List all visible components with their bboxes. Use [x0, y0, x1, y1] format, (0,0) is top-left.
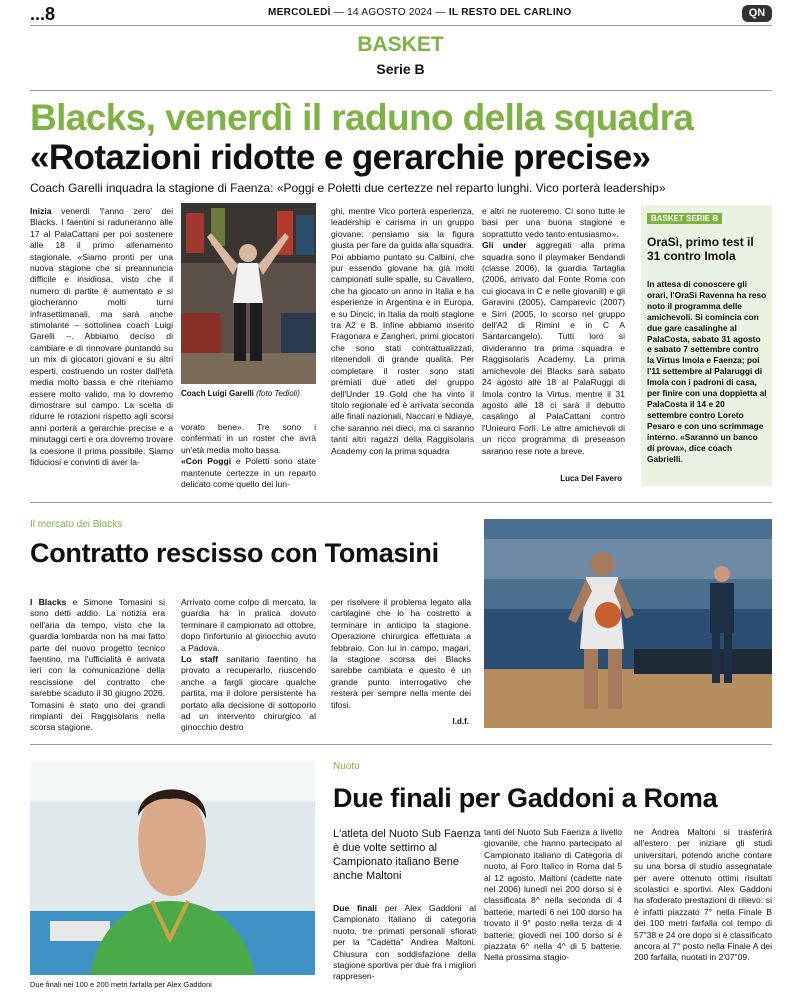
article1-col4a-text: e altri ne ruoteremo. Ci sono tutte le basi per una buona stagione e soprattutto vedo tanto entusiasmo». [482, 206, 625, 239]
article1-col3-text: ghi, mentre Vico porterà esperienza, leadership e carisma in un gruppo giovane: pensiamo sia la figura giusta per fare da guida alla squadra. Poi abbiamo puntato su Calbini, che pur essendo giovane ha già molti campionati sulle spalle, su Cavallero, che ha giocato un anno in Italia e ha esperienze in Argentina e in Europa, e su Dincic, in Italia da molti stagione tra A2 e B. Infine abbiamo inserito Fragonara e Zangheri, primi giocatori che sono stati contrattualizzati, ritenendoli di grande qualità. Per completare il roster sono stati premiati due atleti del gruppo dell'Under 19 Gold che ha vinto il titolo regionale ed è arrivata seconda alle finali nazionali, Naccari e Ndiaye, che saranno nei dieci, ma ci saranno tanti altri ragazzi della Raggisolaris Academy con la prima squadra [331, 206, 474, 456]
section-title: BASKET [357, 33, 444, 56]
coach-photo-caption [181, 389, 321, 398]
section-rule [30, 90, 772, 91]
article1-column-1 [30, 206, 173, 468]
weekday: MERCOLEDÌ [268, 7, 331, 18]
article1-column-3 [331, 206, 474, 457]
header-rule [30, 25, 772, 26]
dropcap-lead: Inizia [30, 206, 52, 216]
article1-column-4 [482, 206, 625, 457]
dateline [268, 7, 572, 18]
article2-col2a-text: Arrivato come colpo di mercato, la guardia ha in pratica dovuto terminare il campionato ad ottobre, dopo l'infortunio al ginocchio avuto a Padova. [181, 597, 316, 653]
gaddoni-photo-caption: Due finali nei 100 e 200 metri farfalla per Alex Gaddoni [30, 980, 212, 989]
caption-text: Coach Luigi Garelli [181, 389, 254, 398]
sidebar-tag: BASKET SERIE B [647, 213, 722, 224]
page-header [30, 4, 772, 26]
page-number: ...8 [30, 4, 56, 24]
article1-title-line1: Blacks, venerdì il raduno della squadra [30, 97, 694, 138]
newspaper-name: IL RESTO DEL CARLINO [448, 7, 572, 18]
section-subtitle: Serie B [376, 61, 425, 77]
date: — 14 AGOSTO 2024 — [333, 7, 446, 18]
article2-column-3 [331, 597, 471, 711]
paragraph-lead: Lo staff [181, 654, 219, 665]
article2-col2b-text: sanitario faentino ha provato a recuperarlo, riuscendo anche a fargli giocare qualche partita, ma il dolore persistente ha portato alla decisione di sottoporlo ad un intervento chirurgico al ginocchio destro [181, 654, 316, 733]
paragraph-lead: «Con Poggi [181, 456, 232, 467]
article3-col2-text: tanti del Nuoto Sub Faenza a livello giovanile, che hanno partecipato al Campionato italiano di Categoria di nuoto, al Foro Italico in Roma dal 5 al 12 agosto. Maltoni (cadette nate nel 2006) lunedì nei 200 dorso si è classificata 8^ nella seconda di 4 batterie; martedì 6 nei 100 dorso ha trovato il 9° posto nella terza di 4 batterie; giovedì nei 100 dorso si è piazzata 6^ nella 4^ di 5 batterie. Nella prossima stagio- [484, 827, 622, 963]
article3-title: Due finali per Gaddoni a Roma [333, 783, 718, 813]
sidebar-lead: In attesa [647, 279, 681, 289]
article3-column-2 [484, 827, 622, 964]
qn-logo: QN [742, 5, 772, 22]
article2-column-1 [30, 597, 165, 734]
article1-col2b-text: e Poletti sono state mantenute certezze in un reparto delicato come quello dei lun- [181, 456, 316, 490]
article2-kicker: Il mercato dei Blacks [30, 519, 123, 530]
sidebar-text [647, 279, 767, 464]
gaddoni-photo [30, 761, 315, 975]
coach-photo [181, 203, 316, 384]
article3-col1-text: per Alex Gaddoni al Campionato Italiano di categoria nuoto, tre primati personali sfiorati per la "Cadetta" Andrea Maltoni. Chiusura con soddisfazione della stagione sportiva per due fra i migliori rappresen- [333, 903, 476, 982]
article2-byline: l.d.f. [452, 717, 469, 726]
paragraph-lead: Due finali [333, 903, 378, 913]
article2-col3-text: per risolvere il problema legato alla cartilagine che lo ha costretto a terminare in anticipo la stagione. Operazione chirurgica effettuata a febbraio. Con lui in campo, magari, la stagione scorsa dei Blacks sarebbe cambiata e questo è un grande punto interrogativo che resterà per sempre nella mente dei tifosi. [331, 597, 471, 710]
paragraph-lead: I Blacks [30, 597, 67, 607]
article3-column-1 [333, 903, 476, 983]
article1-title-line2: «Rotazioni ridotte e gerarchie precise» [30, 138, 651, 177]
article3-col3-text: ne Andrea Maltoni si trasferirà all'estero per iniziare gli studi universitari, potendo anche contare su una borsa di studio assegnatale per avere ottenuto ottimi risultati scolastici e sportivi. Alex Gaddoni ha sfoderato prestazioni di rilievo: si è infatti piazzato 7° nella Finale B dei 100 metri farfalla col tempo di 57"38 e 24 ore dopo si è classificato ancora al 7° posto nella Finale A dei 200 farfalla, nuotati in 2'07"09. [634, 827, 772, 963]
article2-col1-text: e Simone Tomasini si sono detti addio. La notizia era nell'aria da tempo, visto che la guardia lombarda non ha mai fatto parte del nuovo progetto tecnico faentino, ma l'ufficialità è arrivata ieri con la comunicazione della rescissione del contratto che sarebbe scaduto il 30 giugno 2026. Tomasini è stato uno dei grandi rimpianti dei Raggisolaris nella scorsa stagione. [30, 597, 165, 733]
article1-col1-text: venerdì 'l'anno zero' dei Blacks. I faentini si raduneranno alle 17 al PalaCattani per poi sostenere alle 18 il primo allenamento stagionale. «Siamo pronti per una nuova stagione che si preannuncia difficile e insidiosa, visto che il numero di partite è aumentato e si giocheranno molti turni infrasettimanali, ma sarà anche stimolante – sottolinea coach Luigi Garelli –. Abbiamo deciso di cambiare e di rinnovare puntando su un mix di giocatori giovani e su altri esperti, costruendo un roster dall'età media molto bassa e che riteniamo essere molto valido, ma lo dovremo dimostrare sul campo. La scelta di ridurre le rotazioni rispetto agli scorsi anni porterà a gerarchie precise e a minutaggi certi e ora dovremo trovare la coesione il prima possibile. Siamo fiduciosi e convinti di aver la- [30, 206, 173, 467]
article2-column-2 [181, 597, 316, 734]
article1-col4b-text: aggregati alla prima squadra sono il playmaker Bendandi (classe 2006), la guardia Tartaglia (2006, arrivato dal Fonte Roma con cui giocava in C e nelle giovanili) e gli Garavini (2005), Camparevic (2007) e Sirri (2005, lo scorso nel gruppo dell'A2 di Rimini e in C A Santarcangelo). Tutti loro si divideranno tra prima squadra e Raggisolaris Academy. La prima amichevole dei Blacks sarà sabato 24 agosto alle 18 al PalaRuggi di Imola contro la Virtus, mentre il 31 agosto alle 18 ci sarà il debutto casalingo al PalaCattani contro l'Unieuro Forlì. Le altre amichevoli di un ricco programma di preseason saranno rese note a breve. [482, 240, 625, 456]
article3-lead: L'atleta del Nuoto Sub Faenza è due volte settimo al Campionato italiano Bene anche Maltoni [333, 828, 481, 882]
sidebar-title: OraSì, primo test il 31 contro Imola [647, 235, 754, 263]
article1-column-2 [181, 422, 316, 490]
article1-byline: Luca Del Favero [560, 474, 622, 483]
paragraph-lead: Gli under [482, 240, 527, 251]
article3-column-3 [634, 827, 772, 964]
photo-credit: (foto Tedioli) [256, 389, 300, 398]
divider [30, 502, 772, 503]
article1-subtitle: Coach Garelli inquadra la stagione di Faenza: «Poggi e Poletti due certezze nel reparto lunghi. Vico porterà leadership» [30, 181, 666, 195]
article2-title: Contratto rescisso con Tomasini [30, 538, 439, 568]
article3-kicker: Nuoto [333, 761, 360, 772]
divider [30, 744, 772, 745]
article1-col2-text: vorato bene». Tre sono i confermati in un roster che avrà un'età media molto bassa. [181, 422, 316, 455]
tomasini-photo [484, 519, 772, 728]
sidebar-body: di conoscere gli orari, l'OraSì Ravenna ha reso noto il programma delle amichevoli. Si comincia con due gare casalinghe al PalaCosta, sabato 31 agosto e sabato 7 settembre contro la Virtus Imola e Faenza; poi l'11 settembre al Palaruggi di Imola con i padroni di casa, per finire con una doppietta al PalaCosta il 14 e 20 settembre contro Loreto Pesaro e con uno scrimmage interno. «Saranno un banco di prova», dice coach Gabrielli. [647, 279, 767, 464]
